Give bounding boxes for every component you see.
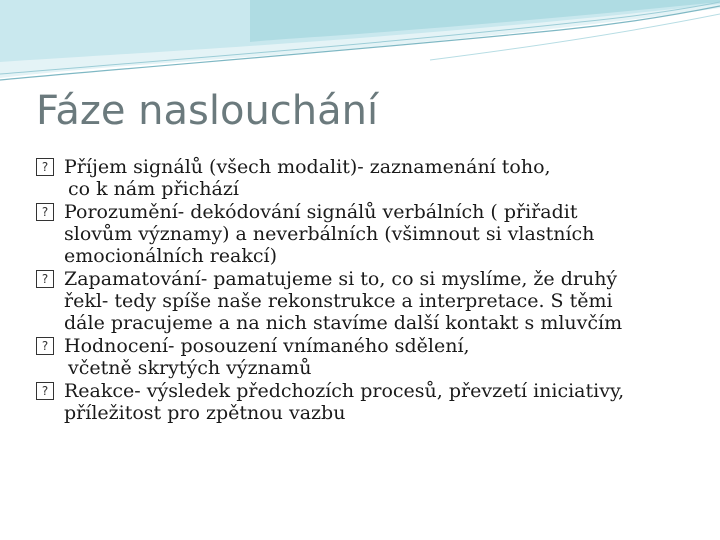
list-item-line: řekl- tedy spíše naše rekonstrukce a interpretace. S těmi — [64, 290, 613, 312]
list-item-line: Příjem signálů (všech modalit)- zaznamenání toho, — [64, 156, 551, 178]
bullet-list — [36, 156, 696, 425]
missing-glyph-bullet-icon: ? — [36, 337, 54, 355]
list-item-line: slovům významy) a neverbálních (všimnout si vlastních — [64, 223, 595, 245]
missing-glyph-bullet-icon: ? — [36, 203, 54, 221]
list-item — [36, 201, 696, 267]
list-item-line: příležitost pro zpětnou vazbu — [64, 402, 346, 424]
list-item-line: emocionálních reakcí) — [64, 245, 278, 267]
list-item — [36, 268, 696, 334]
list-item — [36, 156, 696, 200]
list-item — [36, 380, 696, 424]
list-item-line: co k nám přichází — [68, 178, 239, 200]
list-item-line: Hodnocení- posouzení vnímaného sdělení, — [64, 335, 470, 357]
list-item — [36, 335, 696, 379]
list-item-line: Zapamatování- pamatujeme si to, co si myslíme, že druhý — [64, 268, 618, 290]
missing-glyph-bullet-icon: ? — [36, 158, 54, 176]
header-wave-decoration — [0, 0, 720, 90]
slide-title: Fáze naslouchání — [36, 88, 379, 134]
list-item-line: Porozumění- dekódování signálů verbálních ( přiřadit — [64, 201, 578, 223]
list-item-line: Reakce- výsledek předchozích procesů, převzetí iniciativy, — [64, 380, 625, 402]
missing-glyph-bullet-icon: ? — [36, 270, 54, 288]
missing-glyph-bullet-icon: ? — [36, 382, 54, 400]
list-item-line: dále pracujeme a na nich stavíme další kontakt s mluvčím — [64, 312, 623, 334]
list-item-line: včetně skrytých významů — [68, 357, 312, 379]
